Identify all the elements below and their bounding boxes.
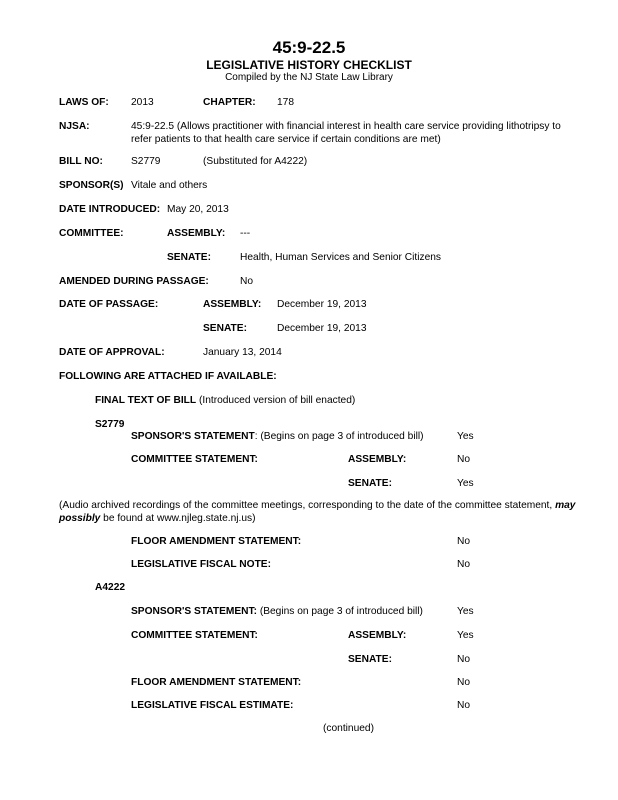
a4222-floor-value: No [457,677,471,688]
a4222-committee-label: COMMITTEE STATEMENT: [131,630,258,641]
final-text-row [95,394,355,407]
committee-label: COMMITTEE: [59,228,124,239]
a4222-fiscal-label: LEGISLATIVE FISCAL ESTIMATE: [131,700,294,711]
checklist-title: LEGISLATIVE HISTORY CHECKLIST [206,58,412,72]
s2779-sponsor-row [131,430,424,443]
amended-value: No [240,276,254,287]
final-text-note: (Introduced version of bill enacted) [198,395,356,406]
a4222-floor-label: FLOOR AMENDMENT STATEMENT: [131,677,302,688]
sponsors-value: Vitale and others [131,180,208,191]
committee-assembly-label: ASSEMBLY: [167,228,226,239]
a4222-senate-label: SENATE: [348,654,392,665]
s2779-sponsor-label: SPONSOR'S STATEMENT [131,431,255,442]
njsa-label: NJSA: [59,121,90,132]
attached-heading: FOLLOWING ARE ATTACHED IF AVAILABLE: [59,371,277,382]
passage-senate-label: SENATE: [203,323,247,334]
a4222-assembly-value: Yes [457,630,474,641]
s2779-floor-label: FLOOR AMENDMENT STATEMENT: [131,536,302,547]
s2779-senate-label: SENATE: [348,478,392,489]
statute-title: 45:9-22.5 [272,38,346,57]
approval-label: DATE OF APPROVAL: [59,347,165,358]
laws-of-label: LAWS OF: [59,97,109,108]
a4222-sponsor-label: SPONSOR'S STATEMENT: [131,606,257,617]
bill-no-note: (Substituted for A4222) [203,156,308,167]
njsa-value: 45:9-22.5 (Allows practitioner with financial interest in health care service providing lithotripsy to refer patients to that health care service if certain conditions are met) [131,121,561,145]
a4222-assembly-label: ASSEMBLY: [348,630,407,641]
committee-assembly-value: --- [240,228,251,239]
sponsors-label: SPONSOR(S) [59,180,124,191]
passage-label: DATE OF PASSAGE: [59,299,159,310]
audio-note-pre: (Audio archived recordings of the committee meetings, corresponding to the date of the committee statement, [59,500,556,511]
s2779-fiscal-label: LEGISLATIVE FISCAL NOTE: [131,559,271,570]
s2779-assembly-value: No [457,454,471,465]
s2779-sponsor-value: Yes [457,431,474,442]
audio-note [59,499,604,525]
continued-note: (continued) [323,723,374,734]
s2779-heading: S2779 [95,419,125,430]
amended-label: AMENDED DURING PASSAGE: [59,276,209,287]
committee-senate-label: SENATE: [167,252,211,263]
s2779-committee-label: COMMITTEE STATEMENT: [131,454,258,465]
laws-of-value: 2013 [131,97,154,108]
a4222-fiscal-value: No [457,700,471,711]
final-text-label: FINAL TEXT OF BILL [95,395,197,406]
a4222-senate-value: No [457,654,471,665]
s2779-assembly-label: ASSEMBLY: [348,454,407,465]
passage-assembly-value: December 19, 2013 [277,299,367,310]
s2779-fiscal-value: No [457,559,471,570]
bill-no-value: S2779 [131,156,161,167]
passage-senate-value: December 19, 2013 [277,323,367,334]
date-introduced-value: May 20, 2013 [167,204,229,215]
a4222-heading: A4222 [95,582,126,593]
a4222-sponsor-note: (Begins on page 3 of introduced bill) [257,606,423,617]
audio-note-emphasis: may possibly [59,500,576,524]
date-introduced-label: DATE INTRODUCED: [59,204,161,215]
compiled-by: Compiled by the NJ State Law Library [225,72,393,83]
passage-assembly-label: ASSEMBLY: [203,299,262,310]
a4222-sponsor-row [131,605,423,618]
chapter-value: 178 [277,97,294,108]
s2779-senate-value: Yes [457,478,474,489]
s2779-sponsor-note: : (Begins on page 3 of introduced bill) [254,431,424,442]
committee-senate-value: Health, Human Services and Senior Citizens [240,252,442,263]
approval-value: January 13, 2014 [203,347,282,358]
a4222-sponsor-value: Yes [457,606,474,617]
s2779-floor-value: No [457,536,471,547]
chapter-label: CHAPTER: [203,97,256,108]
bill-no-label: BILL NO: [59,156,103,167]
audio-note-post: be found at www.njleg.state.nj.us) [100,513,256,524]
